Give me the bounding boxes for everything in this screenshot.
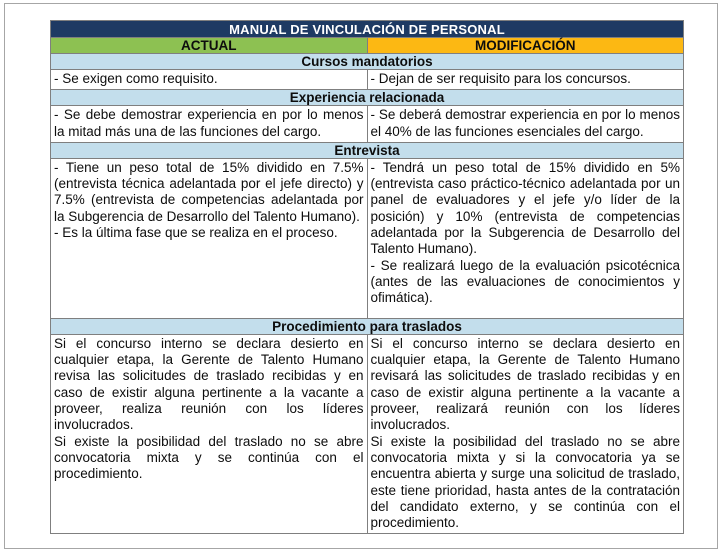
- section-heading-procedimiento-traslados: Procedimiento para traslados: [51, 318, 684, 334]
- section-heading-entrevista: Entrevista: [51, 142, 684, 158]
- section-heading-row: [51, 142, 684, 158]
- cell-experiencia-modificacion: [367, 106, 684, 143]
- cell-cursos-actual: [51, 70, 368, 90]
- section-heading-row: [51, 90, 684, 106]
- paragraph: - Se realizará luego de la evaluación psicotécnica (antes de las evaluaciones de conocimientos y ofimática).: [370, 257, 680, 306]
- paragraph: Si el concurso interno se declara desierto en cualquier etapa, la Gerente de Talento Humano revisa las solicitudes de traslado recibidas y en caso de existir alguna pertinente a la vacante a proveer, realiza reunión con los líderes involucrados.: [54, 335, 364, 433]
- section-heading-row: [51, 318, 684, 334]
- cell-traslados-actual: [51, 334, 368, 534]
- paragraph: Si el concurso interno se declara desierto en cualquier etapa, la Gerente de Talento Humano revisará las solicitudes de traslado recibidas y en caso de existir alguna pertinente a la vacante a proveer, realizará reunión con los líderes involucrados.: [370, 335, 680, 433]
- column-header-actual: ACTUAL: [51, 38, 368, 54]
- cell-cursos-modificacion: [367, 70, 684, 90]
- table-row: [51, 334, 684, 534]
- column-header-modificacion: MODIFICACIÓN: [367, 38, 684, 54]
- document-title: MANUAL DE VINCULACIÓN DE PERSONAL: [51, 21, 684, 38]
- cell-traslados-modificacion: [367, 334, 684, 534]
- paragraph: - Se deberá demostrar experiencia en por lo menos el 40% de las funciones esenciales del cargo.: [370, 107, 680, 139]
- paragraph: - Dejan de ser requisito para los concursos.: [370, 71, 631, 86]
- comparison-table: [50, 20, 684, 534]
- paragraph: - Tendrá un peso total de 15% dividido en 5% (entrevista caso práctico-técnico adelantada por un panel de evaluadores y el jefe y/o líder de la posición) y 10% (entrevista de competencias adelantada por la Subgerencia de Desarrollo del Talento Humano).: [370, 159, 680, 257]
- column-header-row: [51, 38, 684, 54]
- page-frame: [4, 3, 718, 549]
- paragraph: - Se exigen como requisito.: [54, 71, 218, 86]
- paragraph: - Es la última fase que se realiza en el proceso.: [54, 225, 338, 241]
- paragraph: Si existe la posibilidad del traslado no se abre convocatoria mixta y si la convocatoria ya se encuentra abierta y surge una solicitud de traslado, este tiene prioridad, hasta antes de la contratación del candidato externo, y se continúa con el procedimiento.: [370, 433, 680, 531]
- paragraph: - Se debe demostrar experiencia en por lo menos la mitad más una de las funciones del cargo.: [54, 107, 364, 139]
- section-heading-row: [51, 54, 684, 70]
- section-heading-experiencia-relacionada: Experiencia relacionada: [51, 90, 684, 106]
- cell-experiencia-actual: [51, 106, 368, 143]
- table-row: [51, 158, 684, 318]
- title-row: [51, 21, 684, 38]
- table-row: [51, 70, 684, 90]
- section-heading-cursos-mandatorios: Cursos mandatorios: [51, 54, 684, 70]
- paragraph: Si existe la posibilidad del traslado no se abre convocatoria mixta y se continúa con el procedimiento.: [54, 433, 364, 482]
- table-row: [51, 106, 684, 143]
- cell-entrevista-modificacion: [367, 158, 684, 318]
- cell-entrevista-actual: [51, 158, 368, 318]
- paragraph: - Tiene un peso total de 15% dividido en 7.5% (entrevista técnica adelantada por el jefe directo) y 7.5% (entrevista de competencias adelantada por la Subgerencia de Desarrollo del Talento Humano).: [54, 159, 364, 224]
